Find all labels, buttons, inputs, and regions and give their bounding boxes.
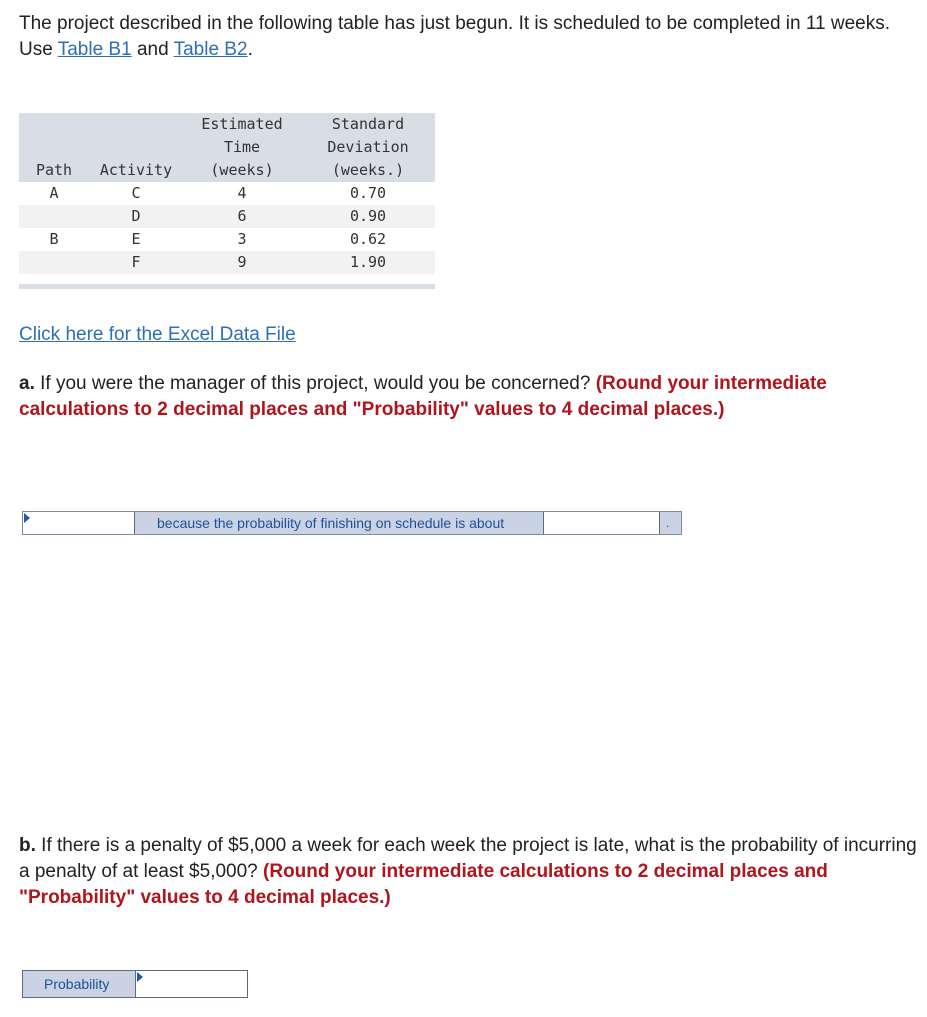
question-b xyxy=(19,833,919,911)
table-row xyxy=(19,251,435,274)
dropdown-arrow-icon xyxy=(24,513,30,523)
col-header-activity: Activity xyxy=(89,113,183,182)
cell-activity: E xyxy=(131,230,141,248)
table-bottom-rule xyxy=(19,284,435,289)
cell-time: 9 xyxy=(183,251,301,274)
col-header-path: Path xyxy=(19,113,89,182)
probability-b-input-wrap xyxy=(136,971,247,997)
activity-table-container xyxy=(19,113,435,289)
question-b-instruction: (Round your intermediate calculations to 2 decimal places and "Probability" values to 4 decimal places.) xyxy=(19,861,828,908)
cell-activity: C xyxy=(131,184,141,202)
cell-activity: F xyxy=(89,251,183,274)
problem-intro xyxy=(19,11,919,63)
probability-a-input[interactable] xyxy=(544,512,660,534)
question-a-text: If you were the manager of this project, would you be concerned? xyxy=(34,373,596,394)
intro-use-line: Use Table B1 and Table B2. xyxy=(19,39,253,60)
cell-path xyxy=(19,251,89,274)
answer-b-row xyxy=(22,970,248,998)
input-marker-icon xyxy=(137,972,143,982)
table-row xyxy=(19,205,435,228)
table-row xyxy=(19,228,435,251)
concern-dropdown[interactable] xyxy=(23,512,135,534)
probability-b-input[interactable] xyxy=(136,971,247,997)
activity-table xyxy=(19,113,435,274)
excel-data-file-link[interactable]: Click here for the Excel Data File xyxy=(19,324,296,345)
question-b-text: If there is a penalty of $5,000 a week for each week the project is late, what is the probability of incurring a penalty of at least $5,000? xyxy=(19,835,917,882)
col-header-standard-deviation: Standard Deviation (weeks.) xyxy=(301,113,435,182)
cell-time: 3 xyxy=(237,230,247,248)
intro-text: The project described in the following table has just begun. It is scheduled to be completed in 11 weeks. xyxy=(19,13,891,34)
answer-a-tail: . xyxy=(660,512,681,534)
probability-label: Probability xyxy=(23,971,136,997)
table-b1-link[interactable]: Table B1 xyxy=(57,39,132,60)
question-a xyxy=(19,371,919,423)
cell-time: 4 xyxy=(237,184,247,202)
cell-path: B xyxy=(49,230,59,248)
answer-a-row xyxy=(22,511,682,535)
cell-sd: 0.62 xyxy=(349,230,387,248)
cell-time: 6 xyxy=(183,205,301,228)
cell-sd: 0.70 xyxy=(349,184,387,202)
question-b-label: b. xyxy=(19,835,36,856)
table-b2-link[interactable]: Table B2 xyxy=(173,39,248,60)
cell-sd: 1.90 xyxy=(301,251,435,274)
cell-sd: 0.90 xyxy=(301,205,435,228)
question-a-label: a. xyxy=(19,373,35,394)
cell-path xyxy=(19,205,89,228)
answer-a-static-text: because the probability of finishing on schedule is about xyxy=(135,512,544,534)
col-header-estimated-time: Estimated Time (weeks) xyxy=(183,113,301,182)
cell-path: A xyxy=(49,184,59,202)
table-row xyxy=(19,182,435,205)
probability-a-input-wrap xyxy=(544,512,660,534)
cell-activity: D xyxy=(89,205,183,228)
question-a-instruction: (Round your intermediate calculations to 2 decimal places and "Probability" values to 4 decimal places.) xyxy=(19,373,827,420)
